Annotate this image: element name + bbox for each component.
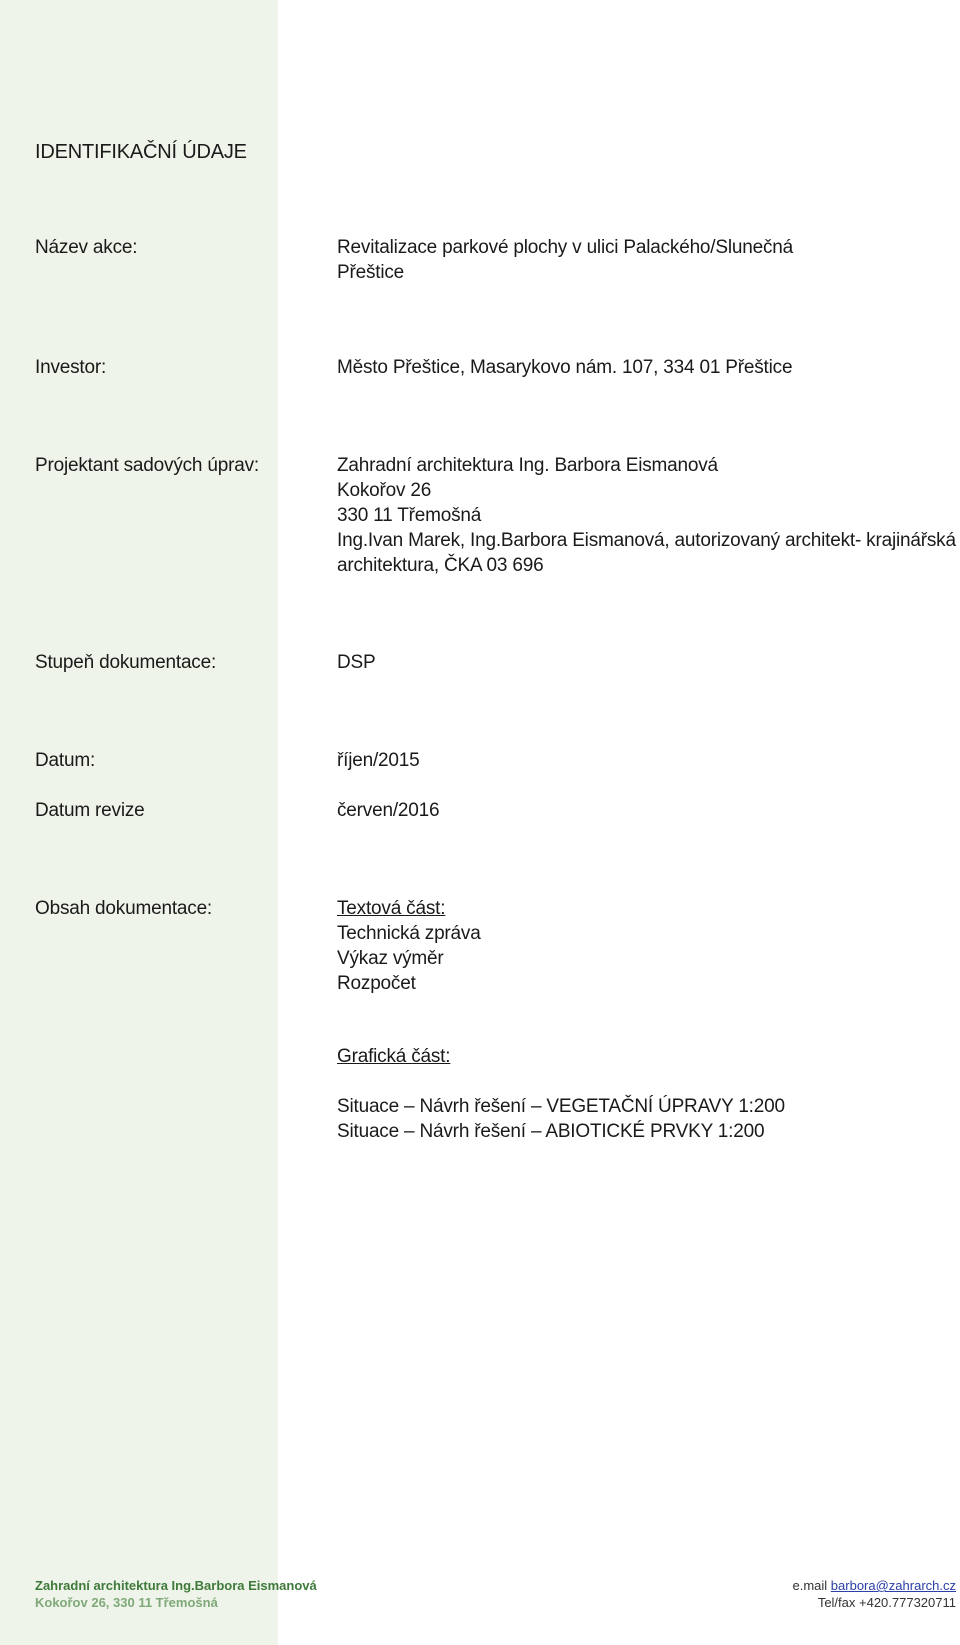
datum-value: říjen/2015 xyxy=(337,750,420,771)
graficka-title: Grafická část: xyxy=(337,1046,451,1067)
stupen-label: Stupeň dokumentace: xyxy=(35,652,217,673)
investor-label: Investor: xyxy=(35,357,107,378)
projektant-line3: 330 11 Třemošná xyxy=(337,505,482,526)
projektant-line1: Zahradní architektura Ing. Barbora Eismanová xyxy=(337,455,718,476)
nazev-line2: Přeštice xyxy=(337,262,405,283)
footer-firm-name: Zahradní architektura Ing.Barbora Eismanová xyxy=(35,1578,317,1593)
list-item: Výkaz výměr xyxy=(337,948,444,969)
footer-company xyxy=(35,1577,317,1611)
footer-email-link[interactable]: barbora@zahrarch.cz xyxy=(830,1578,956,1593)
obsah-label: Obsah dokumentace: xyxy=(35,898,213,919)
projektant-line5: architektura, ČKA 03 696 xyxy=(337,555,544,576)
datum-label: Datum: xyxy=(35,750,96,771)
nazev-label: Název akce: xyxy=(35,237,138,258)
page-title: IDENTIFIKAČNÍ ÚDAJE xyxy=(35,141,247,163)
list-item: Rozpočet xyxy=(337,973,416,994)
footer-phone: Tel/fax +420.777320711 xyxy=(817,1595,956,1610)
textova-title: Textová část: xyxy=(337,898,446,919)
revize-value: červen/2016 xyxy=(337,800,440,821)
footer-address: Kokořov 26, 330 11 Třemošná xyxy=(35,1595,218,1610)
stupen-value: DSP xyxy=(337,652,376,673)
footer-email-prefix: e.mail xyxy=(792,1578,828,1593)
list-item: Situace – Návrh řešení – ABIOTICKÉ PRVKY 1:200 xyxy=(337,1121,765,1142)
list-item: Situace – Návrh řešení – VEGETAČNÍ ÚPRAVY 1:200 xyxy=(337,1096,785,1117)
list-item: Technická zpráva xyxy=(337,923,481,944)
footer-email-line xyxy=(792,1577,956,1594)
projektant-line4: Ing.Ivan Marek, Ing.Barbora Eismanová, autorizovaný architekt- krajinářská xyxy=(337,530,956,551)
revize-label: Datum revize xyxy=(35,800,145,821)
projektant-line2: Kokořov 26 xyxy=(337,480,432,501)
projektant-label: Projektant sadových úprav: xyxy=(35,455,259,476)
footer-contact xyxy=(792,1577,956,1611)
nazev-line1: Revitalizace parkové plochy v ulici Palackého/Slunečná xyxy=(337,237,794,258)
investor-value: Město Přeštice, Masarykovo nám. 107, 334 01 Přeštice xyxy=(337,357,793,378)
